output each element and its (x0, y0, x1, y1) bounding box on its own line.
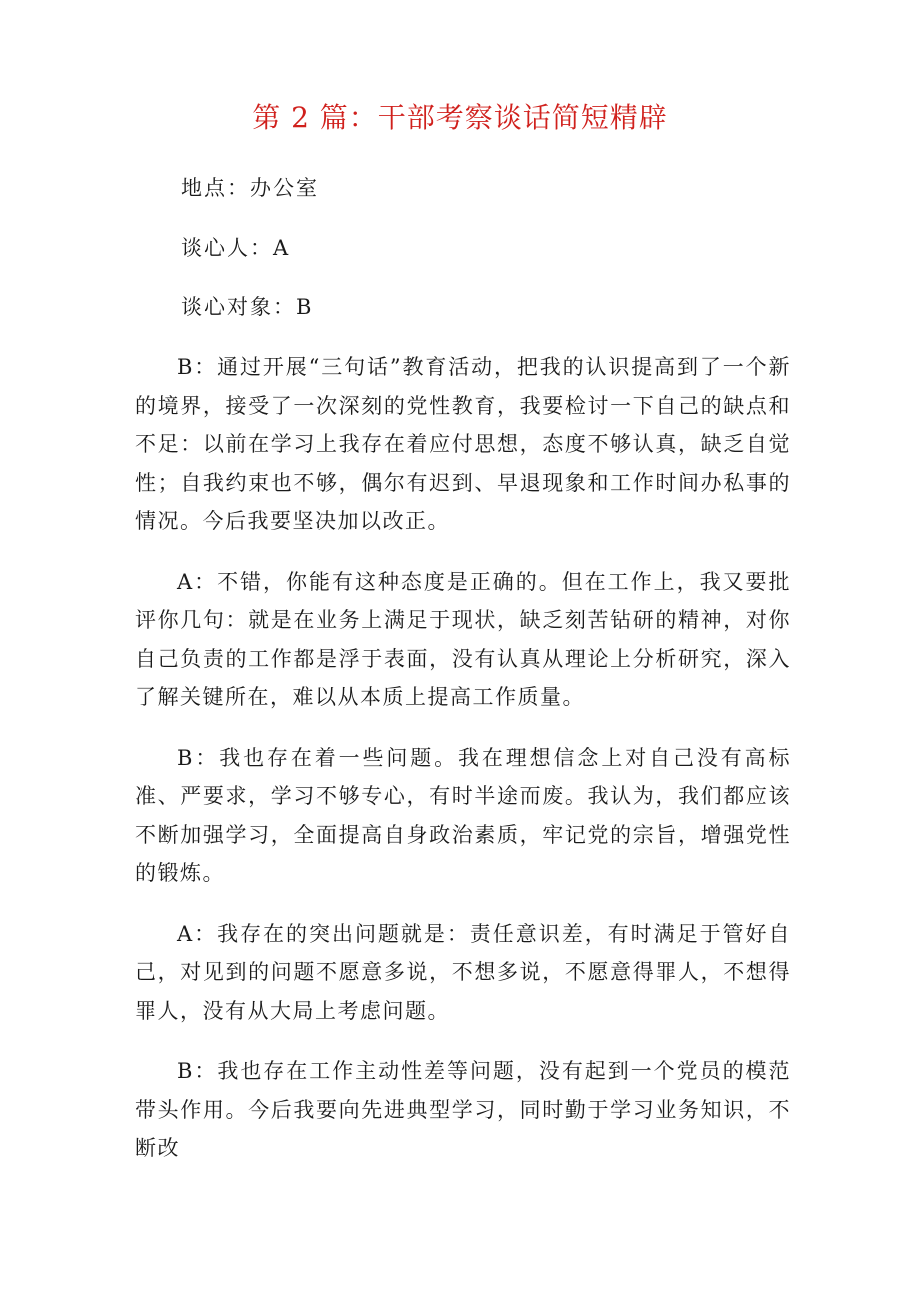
paragraph: B：通过开展“三句话”教育活动，把我的认识提高到了一个新的境界，接受了一次深刻的党性教育，我要检讨一下自己的缺点和不足：以前在学习上我存在着应付思想，态度不够认真，缺乏自觉性；自我约束也不够，偶尔有迟到、早退现象和工作时间办私事的情况。今后我要坚决加以改正。 (135, 355, 791, 533)
meta-location: 地点：办公室 (181, 176, 319, 200)
meta-target: 谈心对象：B (181, 295, 314, 319)
meta-talker: 谈心人：A (181, 236, 291, 260)
paragraph: B：我也存在工作主动性差等问题，没有起到一个党员的模范带头作用。今后我要向先进典型学习，同时勤于学习业务知识，不断改 (135, 1059, 791, 1160)
paragraph: A：不错，你能有这种态度是正确的。但在工作上，我又要批评你几句：就是在业务上满足于现状，缺乏刻苦钻研的精神，对你自己负责的工作都是浮于表面，没有认真从理论上分析研究，深入了解关键所在，难以从本质上提高工作质量。 (135, 569, 791, 709)
paragraph: B：我也存在着一些问题。我在理想信念上对自己没有高标准、严要求，学习不够专心，有时半途而废。我认为，我们都应该不断加强学习，全面提高自身政治素质，牢记党的宗旨，增强党性的锻炼。 (135, 745, 791, 885)
document-body (135, 348, 791, 1190)
paragraph: A：我存在的突出问题就是：责任意识差，有时满足于管好自己，对见到的问题不愿意多说，不想多说，不愿意得罪人，不想得罪人，没有从大局上考虑问题。 (135, 921, 791, 1023)
document-title: 第 2 篇：干部考察谈话简短精辟 (252, 101, 668, 134)
